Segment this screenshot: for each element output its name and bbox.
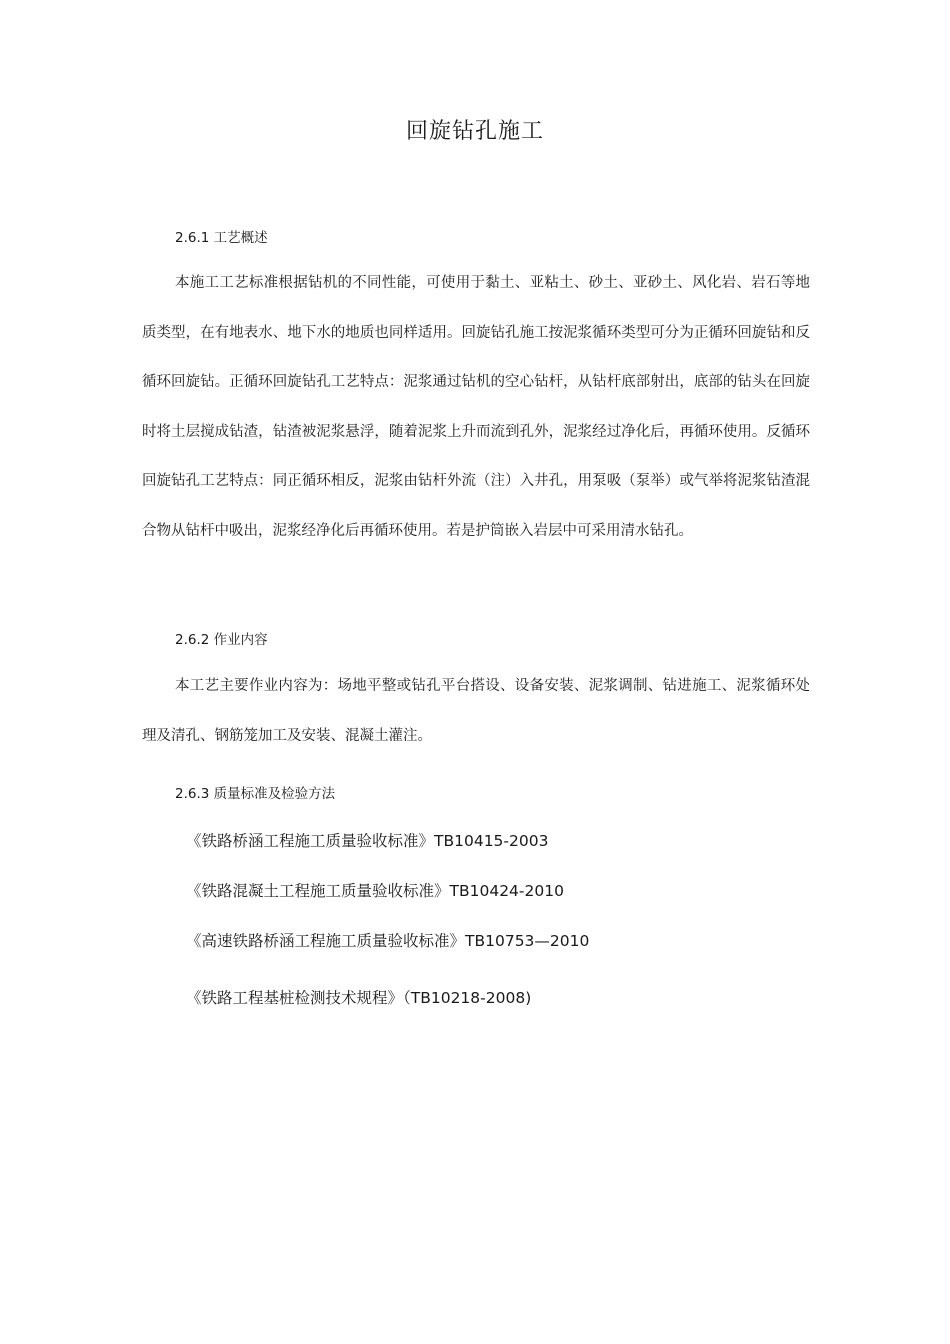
section-body-1: 本施工工艺标准根据钻机的不同性能，可使用于黏土、亚粘土、砂土、亚砂土、风化岩、岩石等地质类型，在有地表水、地下水的地质也同样适用。回旋钻孔施工按泥浆循环类型可分为正循环回旋钻和反循环回旋钻。正循环回旋钻孔工艺特点：泥浆通过钻机的空心钻杆，从钻杆底部射出，底部的钻头在回旋时将土层搅成钻渣，钻渣被泥浆悬浮，随着泥浆上升而流到孔外，泥浆经过净化后，再循环使用。反循环回旋钻孔工艺特点：同正循环相反，泥浆由钻杆外流（注）入井孔，用泵吸（泵举）或气举将泥浆钻渣混合物从钻杆中吸出，泥浆经净化后再循环使用。若是护筒嵌入岩层中可采用清水钻孔。 xyxy=(142,275,810,539)
page-title: 回旋钻孔施工 xyxy=(405,119,544,144)
section-heading-1: 2.6.1 工艺概述 xyxy=(175,230,268,246)
section-heading-2: 2.6.2 作业内容 xyxy=(175,632,268,648)
reference-item: 《铁路混凝土工程施工质量验收标准》TB10424-2010 xyxy=(186,882,564,900)
reference-item: 《铁路桥涵工程施工质量验收标准》TB10415-2003 xyxy=(186,832,549,850)
section-body-2: 本工艺主要作业内容为：场地平整或钻孔平台搭设、设备安装、泥浆调制、钻进施工、泥浆循环处理及清孔、钢筋笼加工及安装、混凝土灌注。 xyxy=(142,678,810,744)
reference-item: 《铁路工程基桩检测技术规程》（TB10218-2008) xyxy=(186,989,532,1007)
reference-item: 《高速铁路桥涵工程施工质量验收标准》TB10753—2010 xyxy=(186,932,590,950)
section-heading-3: 2.6.3 质量标准及检验方法 xyxy=(175,786,336,802)
